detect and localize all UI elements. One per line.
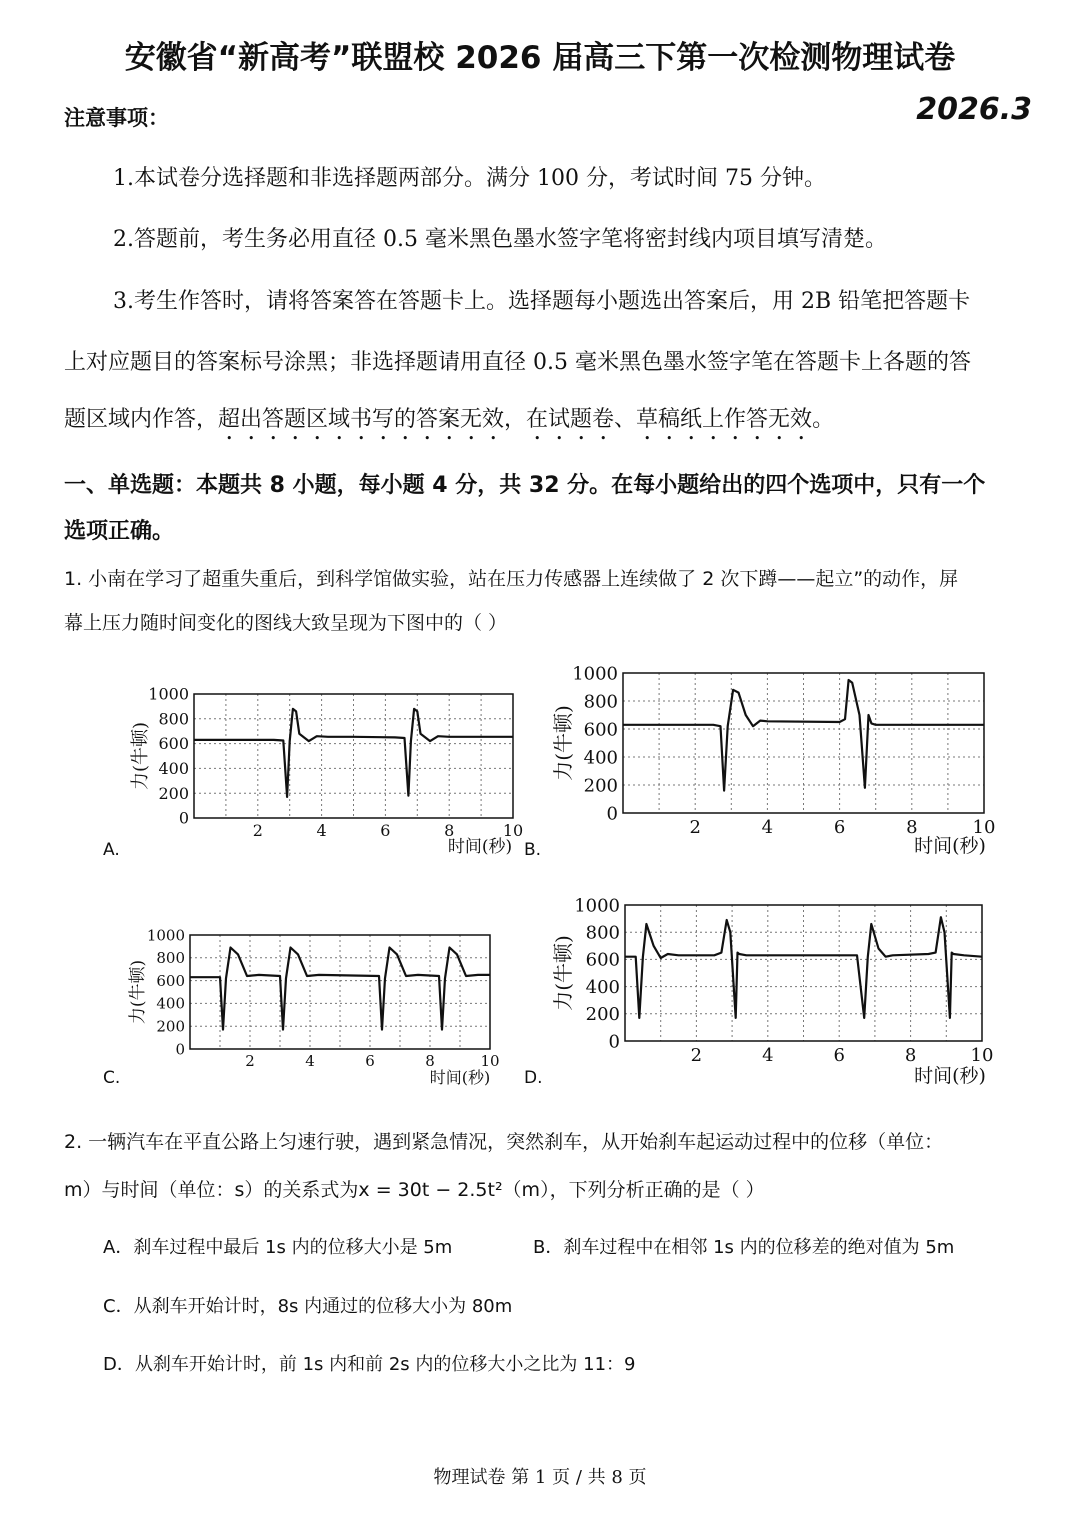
chart-c-ytick: 800: [156, 949, 185, 968]
chart-b-xtick: 10: [972, 817, 996, 838]
chart-d-ytick: 200: [585, 1004, 620, 1026]
chart-a-xtick: 6: [380, 821, 391, 840]
chart-b-ytick: 800: [583, 691, 618, 713]
chart-c-ytick: 600: [156, 971, 185, 990]
chart-a-ytick: 800: [158, 709, 189, 729]
notice-heading: 注意事项：: [64, 106, 169, 130]
chart-c-ytick: 0: [175, 1040, 185, 1059]
page-footer: 物理试卷 第 1 页 / 共 8 页: [433, 1467, 647, 1488]
q2-line-1: 2. 一辆汽车在平直公路上匀速行驶，遇到紧急情况，突然刹车，从开始刹车起运动过程中的位移（单位：: [64, 1131, 944, 1153]
chart-a-ytick: 200: [158, 783, 189, 803]
note-3-mid: ，: [504, 407, 527, 432]
chart-d-xtick: 10: [970, 1045, 994, 1066]
chart-c-xtick: 4: [305, 1052, 315, 1070]
chart-b-ytick: 600: [583, 719, 618, 741]
chart-d-xtick: 4: [762, 1045, 774, 1066]
chart-d-series-line: [625, 917, 982, 1018]
chart-d-xlabel: 时间(秒): [914, 1065, 986, 1087]
note-3-line-1: 3.考生作答时，请将答案答在答题卡上。选择题每小题选出答案后，用 2B 铅笔把答题卡: [113, 289, 971, 314]
chart-c-ytick: 200: [156, 1017, 185, 1036]
chart-c-series-line: [190, 948, 490, 1030]
note-3-emphasis-2: 在试题卷、草稿纸上作答无效: [526, 407, 813, 432]
section-heading-line-2: 选项正确。: [64, 519, 175, 544]
q2-option-c: C．从刹车开始计时，8s 内通过的位移大小为 80m: [103, 1296, 513, 1317]
chart-b-ytick: 0: [606, 803, 618, 825]
chart-a-option-label: A.: [103, 840, 120, 860]
chart-d-ytick: 0: [608, 1031, 620, 1053]
chart-b-xtick: 2: [689, 817, 701, 838]
chart-d-ytick: 600: [585, 949, 620, 971]
chart-c-xtick: 8: [425, 1052, 435, 1070]
q2-option-d: D．从刹车开始计时，前 1s 内和前 2s 内的位移大小之比为 11：9: [103, 1354, 636, 1375]
chart-c-xtick: 6: [365, 1052, 375, 1070]
chart-d-option-label: D.: [524, 1068, 543, 1088]
chart-a-ytick: 600: [158, 734, 189, 754]
chart-a-ytick: 1000: [148, 684, 189, 704]
q1-line-1: 1. 小南在学习了超重失重后，到科学馆做实验，站在压力传感器上连续做了 2 次下蹲——起立”的动作，屏: [64, 568, 959, 590]
chart-c-ytick: 400: [156, 994, 185, 1013]
chart-a-series-line: [194, 709, 513, 797]
section-heading-line-1: 一、单选题：本题共 8 小题，每小题 4 分，共 32 分。在每小题给出的四个选项中，只有一个: [64, 473, 986, 498]
chart-a-xtick: 8: [444, 821, 455, 840]
note-3-emphasis-1: 超出答题区域书写的答案无效: [218, 407, 505, 432]
chart-c-xlabel: 时间(秒): [429, 1068, 491, 1087]
chart-d-xtick: 8: [904, 1045, 917, 1066]
note-3-end: 。: [812, 407, 835, 432]
chart-a-ytick: 400: [158, 759, 189, 778]
chart-a-xtick: 10: [502, 821, 524, 840]
chart-b-xtick: 4: [761, 817, 774, 838]
chart-a-xtick: 4: [316, 821, 327, 840]
note-2: 2.答题前，考生务必用直径 0.5 毫米黑色墨水签字笔将密封线内项目填写清楚。: [113, 227, 887, 252]
page-title: 安徽省“新高考”联盟校 2026 届高三下第一次检测物理试卷: [124, 40, 956, 76]
q1-line-2: 幕上压力随时间变化的图线大致呈现为下图中的（ ）: [64, 612, 508, 634]
q2-line-2: m）与时间（单位：s）的关系式为x = 30t − 2.5t²（m），下列分析正确的是（ ）: [64, 1179, 765, 1201]
chart-c-ylabel: 力(牛顿): [128, 959, 148, 1025]
chart-c-xtick: 10: [480, 1052, 500, 1070]
chart-c-ytick: 1000: [146, 926, 185, 945]
chart-c-xtick: 2: [245, 1052, 255, 1070]
chart-a-ylabel: 力(牛顿): [130, 721, 151, 791]
chart-b-xtick: 8: [906, 817, 918, 838]
q2-option-a: A．刹车过程中最后 1s 内的位移大小是 5m: [103, 1237, 453, 1258]
note-1: 1.本试卷分选择题和非选择题两部分。满分 100 分，考试时间 75 分钟。: [113, 166, 826, 191]
chart-b-ylabel: 力(牛顿): [551, 705, 575, 781]
chart-b-ytick: 200: [583, 775, 618, 797]
chart-b-ytick: 1000: [572, 663, 618, 685]
chart-d-ytick: 400: [585, 976, 620, 998]
q2-option-b: B．刹车过程中在相邻 1s 内的位移差的绝对值为 5m: [533, 1237, 955, 1258]
exam-date: 2026.3: [916, 92, 1032, 127]
chart-d-ytick: 1000: [574, 895, 620, 917]
chart-a-ytick: 0: [178, 808, 189, 828]
note-3-pre: 题区域内作答，: [64, 407, 219, 432]
chart-b-option-label: B.: [524, 840, 542, 860]
chart-d-xtick: 2: [690, 1045, 703, 1066]
chart-d-ylabel: 力(牛顿): [551, 935, 575, 1011]
chart-c-option-label: C.: [103, 1068, 121, 1088]
chart-b-xlabel: 时间(秒): [914, 835, 986, 857]
chart-a-xtick: 2: [252, 821, 263, 840]
note-3-line-2: 上对应题目的答案标号涂黑；非选择题请用直径 0.5 毫米黑色墨水签字笔在答题卡上各题的答: [64, 350, 971, 375]
chart-a-xlabel: 时间(秒): [447, 837, 513, 857]
chart-b-ytick: 400: [583, 747, 618, 769]
chart-d-xtick: 6: [833, 1045, 845, 1066]
chart-d-ytick: 800: [585, 922, 620, 944]
chart-b-xtick: 6: [833, 817, 846, 838]
